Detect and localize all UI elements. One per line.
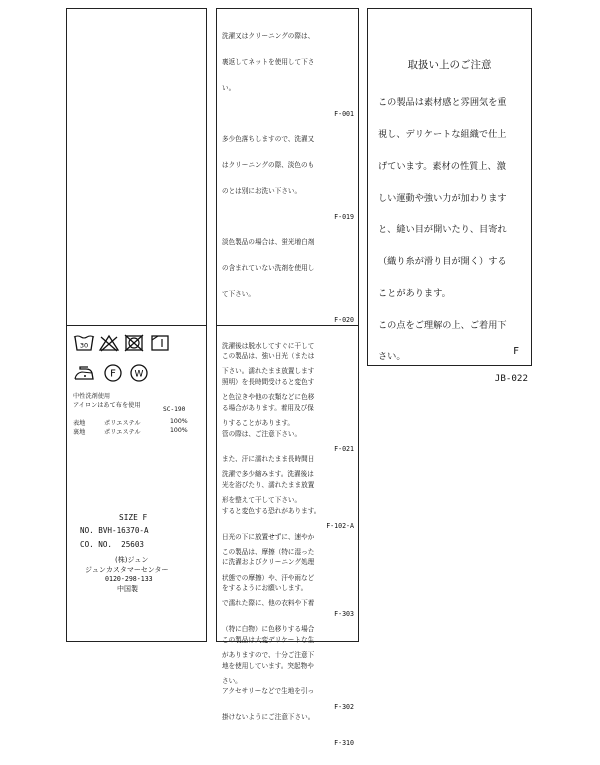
handling-caution-tag: [367, 8, 532, 384]
country-of-origin: 中国製: [117, 585, 138, 593]
caution-body: この製品は素材感と雰囲気を重 視し、デリケートな組織で仕上 げています。素材の性質上、激 しい運動や強い力が加わります と、縫い目が開いたり、目寄れ （織り糸が滑り目が開く）する ことがあります。 この点をご理解の上、ご着用下 さい。 JB-022: [378, 97, 528, 384]
wash-30-icon: [73, 334, 95, 352]
svg-text:W: W: [134, 369, 144, 380]
caution-code: JB-022: [494, 372, 528, 384]
iron-low-icon: [73, 364, 95, 382]
no-tumble-dry-icon: [123, 334, 145, 352]
material-part: 表地: [73, 420, 86, 427]
size-mark: F: [513, 346, 519, 357]
product-number: NO. BVH-16370-A: [80, 526, 149, 535]
phone-number: 0120-298-133: [105, 575, 153, 583]
care-note: 中性洗剤使用: [73, 393, 111, 400]
material-fiber: ポリエステル: [104, 420, 141, 427]
svg-text:30: 30: [79, 341, 89, 350]
care-instructions-tag: [216, 8, 359, 747]
wet-clean-w-icon: [129, 363, 149, 383]
dry-clean-f-icon: [103, 363, 123, 383]
care-label-tag: [66, 8, 207, 642]
company-number: CO. NO. 25603: [80, 540, 145, 549]
tag-divider: [67, 325, 206, 326]
care-text-upper: 洗濯又はクリーニングの際は、 裏返してネットを使用して下さ い。 F-001 多少色落ちしますので、洗濯又 はクリーニングの際、淡色のも のとは別にお洗い下さい。 F-019 淡色製品の場合は、蛍光増白剤 の含まれていない洗剤を使用し て下さい。 F-020 洗濯後は脱水してすぐに干して 下さい。濡れたまま放置します と色泣きや他の衣類などに色移 りすることがあります。 F-021 洗濯で多少縮みます。洗濯後は 形を整えて干して下さい。 F-102-A この製品は、摩擦（特に湿った 状態での摩擦）や、汗や雨など で濡れた際に、他の衣料や下着 （特に白物）に色移りする場合 がありますので、十分ご注意下 さい。 F-302: [222, 32, 354, 711]
line-dry-icon: [150, 334, 170, 352]
no-bleach-icon: [98, 334, 120, 352]
material-percent: 100%: [170, 418, 188, 425]
size-text: SIZE F: [119, 513, 148, 522]
company-name: (株)ジュン: [115, 556, 149, 564]
care-text-lower: この製品は、強い日光（または 照明）を長時間受けると変色す る場合があります。着用及び保 管の際は、ご注意下さい。 また、汗に濡れたまま長時間日 光を浴びたり、濡れたまま放置 すると変色する恐れがあります。 日光の下に放置せずに、速やか に洗濯およびクリーニング処理 をするようにお願いします。 F-303 この製品は大変デリケートな生 地を使用しています。突起物や アクセサリーなどで生地を引っ 掛けないようにご注意下さい。 F-310: [222, 352, 354, 747]
svg-text:F: F: [110, 368, 116, 380]
material-fiber: ポリエステル: [104, 429, 141, 436]
material-percent: 100%: [170, 427, 188, 434]
material-part: 裏地: [73, 429, 86, 436]
tag-divider: [217, 325, 358, 326]
customer-center: ジュンカスタマーセンター: [85, 566, 169, 574]
care-note: アイロンはあて布を使用: [73, 402, 141, 409]
label-code: SC-190: [163, 406, 186, 413]
caution-title: 取扱い上のご注意: [407, 59, 492, 71]
